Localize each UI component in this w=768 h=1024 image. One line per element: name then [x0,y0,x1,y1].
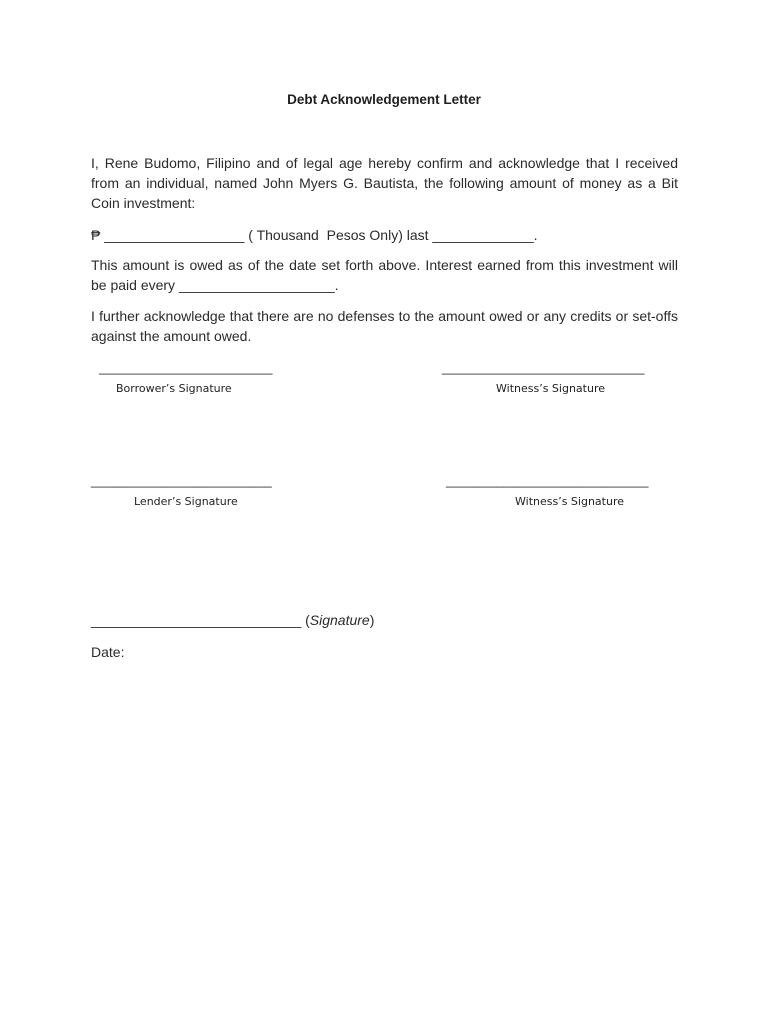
final-signature-close: ) [369,612,375,628]
paragraph-interest: This amount is owed as of the date set forth above. Interest earned from this investment will be paid every ____________________. [91,257,678,293]
final-signature-label: Signature [309,612,370,628]
final-signature-line: ___________________________ ( [91,612,310,628]
borrower-signature-label: Borrower’s Signature [116,382,232,395]
witness-signature-label-1: Witness’s Signature [496,382,605,395]
witness-signature-line-1: ____________________________ [442,360,645,375]
witness-signature-line-2: ____________________________ [446,473,649,488]
lender-signature-label: Lender’s Signature [134,495,238,508]
paragraph-acknowledgement: I, Rene Budomo, Filipino and of legal age hereby confirm and acknowledge that I received from an individual, named John Myers G. Bautista, the following amount of money as a Bit Coin investment: [91,155,678,211]
borrower-signature-line: ________________________ [99,360,273,375]
date-label: Date: [91,644,125,660]
witness-signature-label-2: Witness’s Signature [515,495,624,508]
lender-signature-line: _________________________ [91,473,272,488]
document-title: Debt Acknowledgement Letter [287,92,481,107]
final-signature-row [91,610,374,630]
amount-line: ₱ __________________ ( Thousand Pesos Only) last _____________. [91,227,538,243]
paragraph-defenses: I further acknowledge that there are no defenses to the amount owed or any credits or set-offs against the amount owed. [91,308,678,344]
